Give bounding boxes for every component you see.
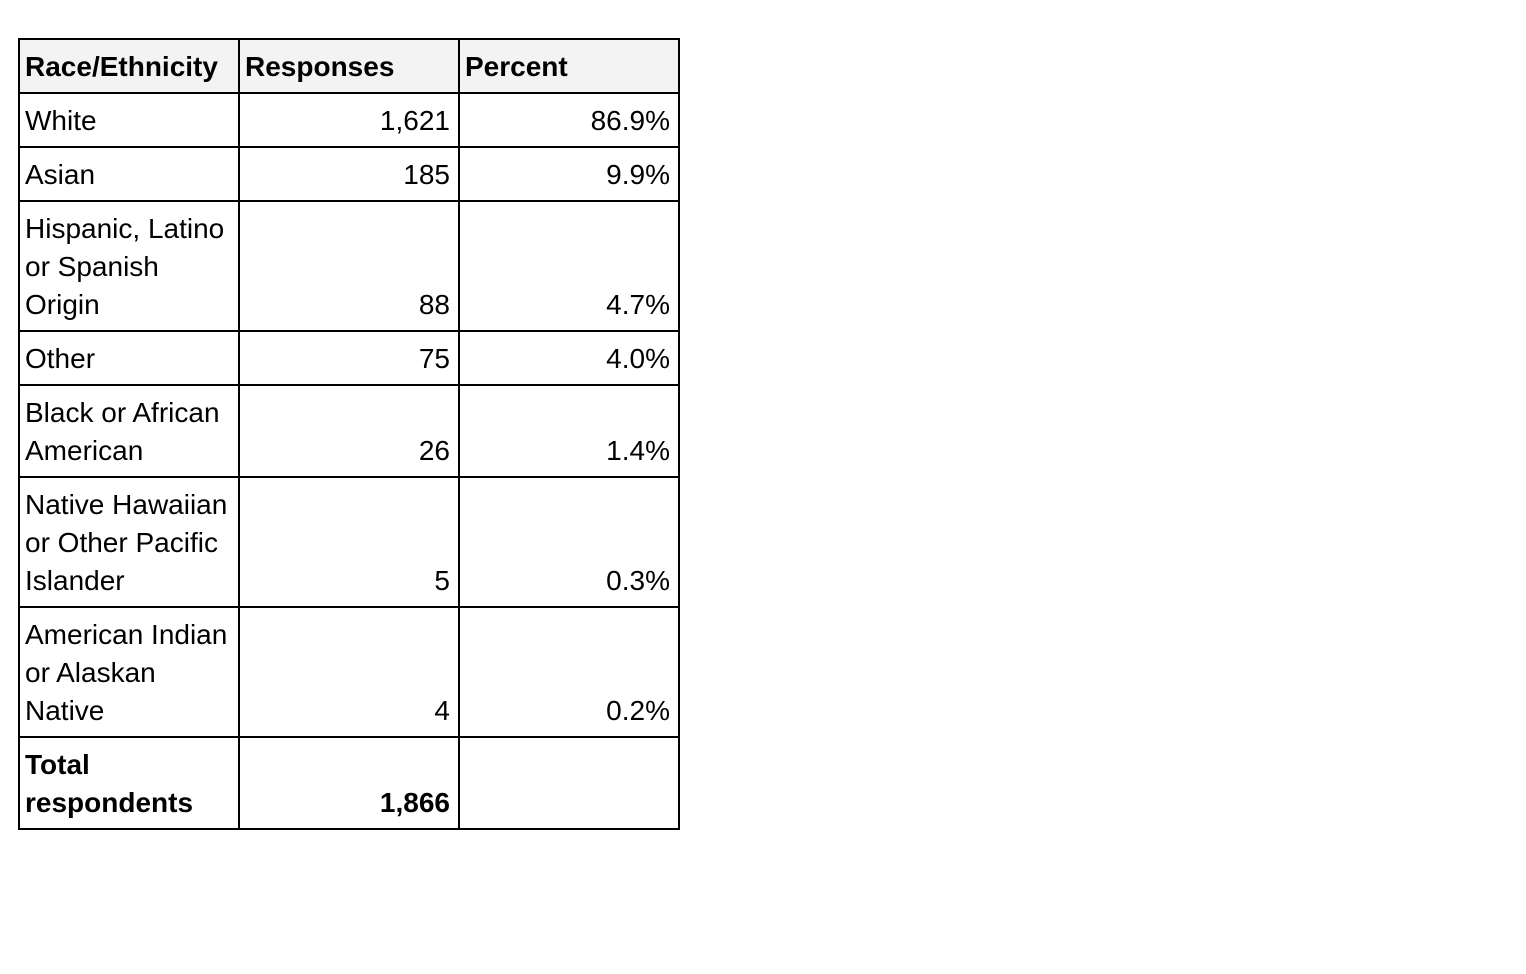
table-row (19, 201, 679, 331)
table-header-row (19, 39, 679, 93)
row-label: White (19, 93, 239, 147)
row-label: Native Hawaiian or Other Pacific Islander (19, 477, 239, 607)
total-label: Total respondents (19, 737, 239, 829)
total-responses: 1,866 (239, 737, 459, 829)
row-percent: 1.4% (459, 385, 679, 477)
table-row (19, 477, 679, 607)
row-responses: 26 (239, 385, 459, 477)
table-row (19, 607, 679, 737)
row-percent: 0.3% (459, 477, 679, 607)
row-label: Asian (19, 147, 239, 201)
row-label: Black or African American (19, 385, 239, 477)
row-responses: 88 (239, 201, 459, 331)
row-percent: 4.7% (459, 201, 679, 331)
row-responses: 75 (239, 331, 459, 385)
row-percent: 4.0% (459, 331, 679, 385)
row-label: Other (19, 331, 239, 385)
row-label: Hispanic, Latino or Spanish Origin (19, 201, 239, 331)
row-percent: 9.9% (459, 147, 679, 201)
race-ethnicity-table (18, 38, 680, 830)
row-responses: 4 (239, 607, 459, 737)
row-percent: 0.2% (459, 607, 679, 737)
row-label: American Indian or Alaskan Native (19, 607, 239, 737)
row-percent: 86.9% (459, 93, 679, 147)
table-row (19, 385, 679, 477)
table-row (19, 331, 679, 385)
column-header-responses: Responses (239, 39, 459, 93)
table-row (19, 93, 679, 147)
total-percent (459, 737, 679, 829)
column-header-percent: Percent (459, 39, 679, 93)
row-responses: 185 (239, 147, 459, 201)
total-row (19, 737, 679, 829)
column-header-race-ethnicity: Race/Ethnicity (19, 39, 239, 93)
row-responses: 1,621 (239, 93, 459, 147)
row-responses: 5 (239, 477, 459, 607)
table-row (19, 147, 679, 201)
